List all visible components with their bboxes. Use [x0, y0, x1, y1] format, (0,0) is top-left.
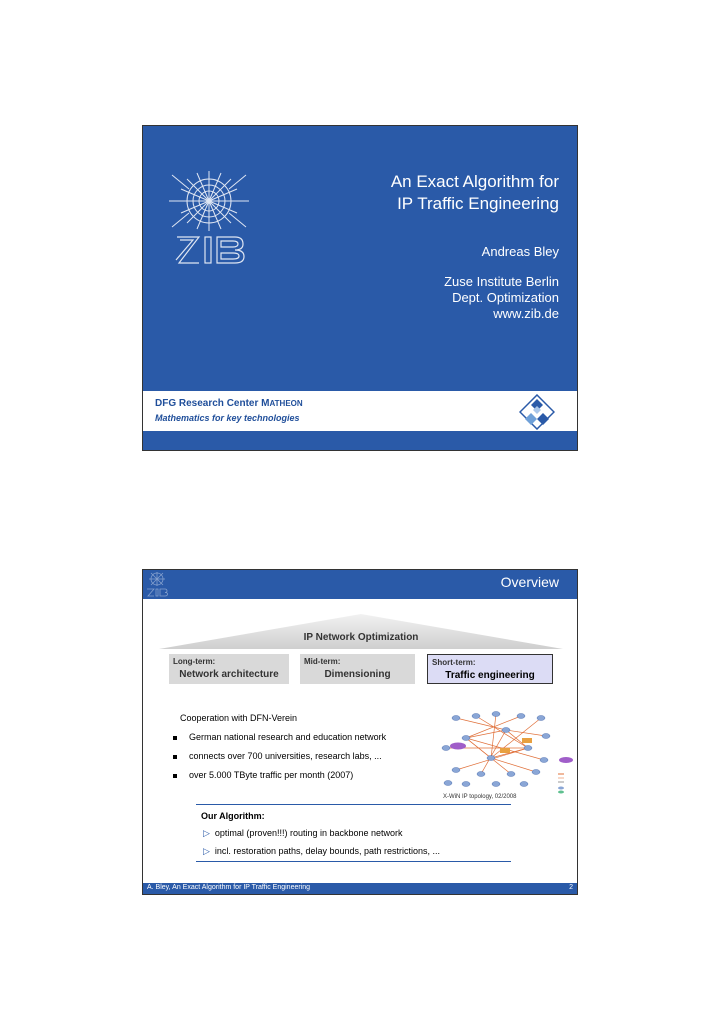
algorithm-item-text: optimal (proven!!!) routing in backbone network: [214, 828, 403, 838]
page-number: 2: [569, 884, 573, 891]
slide-title: Overview: [500, 574, 559, 590]
zib-logo-icon: [169, 171, 249, 286]
title-line-2: IP Traffic Engineering: [397, 194, 559, 213]
matheon-logo-icon: [519, 394, 555, 430]
bullet-icon: [173, 755, 177, 759]
list-item: [203, 828, 403, 839]
presentation-title: [391, 171, 559, 215]
author-name: Andreas Bley: [481, 244, 559, 259]
list-item: [173, 751, 382, 761]
term-value: Dimensioning: [324, 669, 391, 680]
slide-footer: [143, 883, 577, 895]
title-footer-bar: [143, 431, 577, 451]
triangle-bullet-icon: ▷: [203, 828, 210, 838]
network-topology-image: [436, 708, 574, 794]
list-item: [173, 770, 353, 780]
cooperation-text: Cooperation with DFN-Verein: [180, 713, 298, 723]
bullet-text: connects over 700 universities, research labs, ...: [189, 751, 382, 761]
network-caption: X-WiN IP topology, 02/2008: [443, 794, 517, 800]
term-value: Network architecture: [179, 669, 279, 680]
bullet-text: German national research and education network: [189, 732, 387, 742]
term-box-long: [169, 654, 289, 684]
term-label: Mid-term:: [304, 657, 341, 666]
zib-small-logo-icon: [145, 571, 169, 598]
institute-info: [444, 274, 559, 322]
department-name: Dept. Optimization: [452, 290, 559, 305]
list-item: [203, 846, 440, 857]
term-box-short: [427, 654, 553, 684]
bullet-icon: [173, 736, 177, 740]
footer-citation: A. Bley, An Exact Algorithm for IP Traffic Engineering: [147, 884, 311, 891]
algorithm-item-text: incl. restoration paths, delay bounds, path restrictions, ...: [214, 846, 441, 856]
term-box-mid: [300, 654, 415, 684]
title-line-1: An Exact Algorithm for: [390, 172, 559, 191]
website-link[interactable]: www.zib.de: [493, 306, 559, 321]
term-label: Long-term:: [173, 657, 216, 666]
roof-label: IP Network Optimization: [303, 632, 419, 643]
triangle-bullet-icon: ▷: [203, 846, 210, 856]
research-center-subtitle: Mathematics for key technologies: [155, 413, 300, 423]
list-item: [173, 732, 386, 742]
term-value: Traffic engineering: [445, 670, 535, 681]
algorithm-title: Our Algorithm:: [201, 811, 265, 821]
institute-name: Zuse Institute Berlin: [444, 274, 559, 289]
title-slide: [142, 125, 578, 451]
overview-slide: [142, 569, 578, 895]
bullet-icon: [173, 774, 177, 778]
term-label: Short-term:: [432, 658, 476, 667]
research-center-suffix: ATHEON: [269, 399, 303, 408]
bullet-text: over 5.000 TByte traffic per month (2007): [189, 770, 354, 780]
divider-bottom: [196, 861, 511, 862]
research-center-prefix: DFG Research Center M: [155, 398, 270, 409]
divider-top: [196, 804, 511, 805]
research-center-name: [155, 398, 303, 409]
